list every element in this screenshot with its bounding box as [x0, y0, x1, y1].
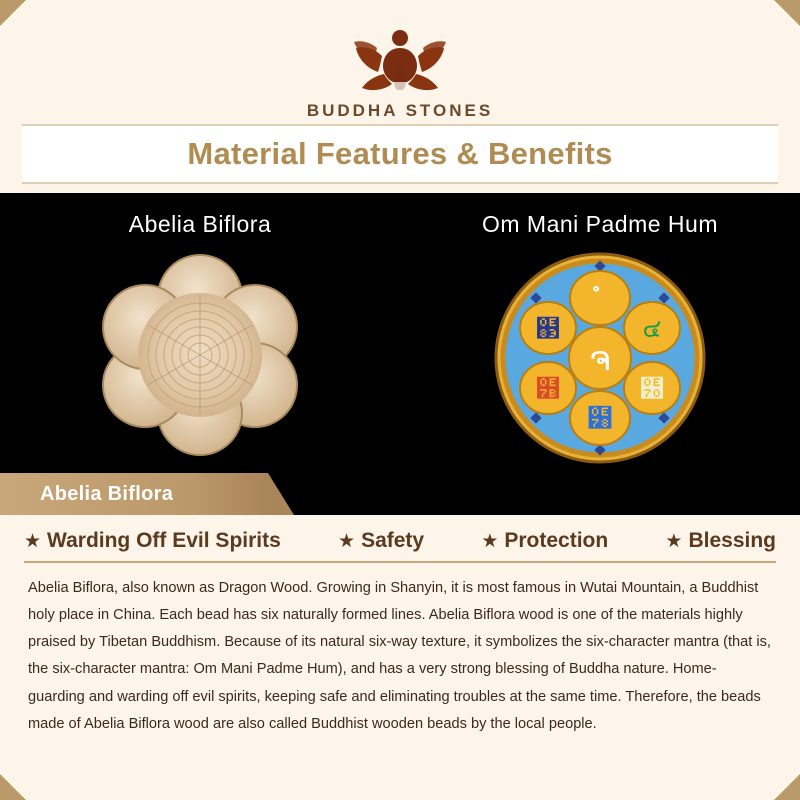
material-label-text: Abelia Biflora: [40, 482, 174, 505]
corner-decoration-bottom-left: [0, 774, 26, 800]
benefit-label: Blessing: [688, 529, 776, 552]
benefit-label: Safety: [361, 529, 425, 552]
media-caption-left: Abelia Biflora: [128, 211, 272, 237]
description-text: Abelia Biflora, also known as Dragon Wood. Growing in Shanyin, it is most famous in Wutai Mountain, a Buddhist holy place in China. Each bead has six naturally formed lines. Abelia Biflora wood is one of the materials highly praised by Tibetan Buddhism. Because of its natural six-way texture, it symbolizes the six-character mantra (that is, the six-character mantra: Om Mani Padme Hum), and has a very strong blessing of Buddha nature. Home-guarding and warding off evil spirits, keeping safe and eliminating troubles at the same time. Therefore, the beads made of Abelia Biflora wood are also called Buddhist wooden beads by the local people.: [28, 580, 771, 732]
benefit-item: [24, 529, 281, 553]
svg-text:ຈ: ຈ: [589, 341, 611, 378]
media-strip: [0, 193, 800, 515]
media-panel-right: [400, 193, 800, 515]
benefit-item: [338, 529, 424, 553]
brand-name: BUDDHA STONES: [306, 101, 494, 120]
star-icon: ★: [481, 530, 499, 552]
svg-text:๸: ๸: [587, 404, 613, 433]
benefit-item: [665, 529, 776, 553]
page-title: Material Features & Benefits: [187, 136, 613, 171]
lotus-meditation-icon: [0, 22, 800, 99]
corner-decoration-bottom-right: [774, 774, 800, 800]
svg-text:๔: ๔: [642, 316, 662, 343]
benefits-row: [24, 529, 776, 563]
brand-header: [0, 0, 800, 120]
svg-text:຃: ຃: [535, 316, 561, 343]
benefit-label: Warding Off Evil Spirits: [47, 529, 281, 552]
benefit-label: Protection: [504, 529, 609, 552]
media-panel-left: [0, 193, 400, 515]
six-syllable-mantra-mandala: [400, 250, 800, 466]
corner-decoration-top-left: [0, 0, 26, 26]
svg-text:๰: ๰: [639, 376, 665, 403]
media-caption-right: Om Mani Padme Hum: [481, 211, 718, 237]
benefit-item: [481, 529, 608, 553]
svg-text:๻: ๻: [535, 376, 561, 403]
star-icon: ★: [24, 530, 42, 552]
corner-decoration-top-right: [774, 0, 800, 26]
star-icon: ★: [338, 530, 356, 552]
wood-cross-section-flower-shape: [0, 252, 400, 462]
title-banner: [22, 124, 778, 184]
star-icon: ★: [665, 530, 683, 552]
material-label-tab: [0, 473, 268, 515]
